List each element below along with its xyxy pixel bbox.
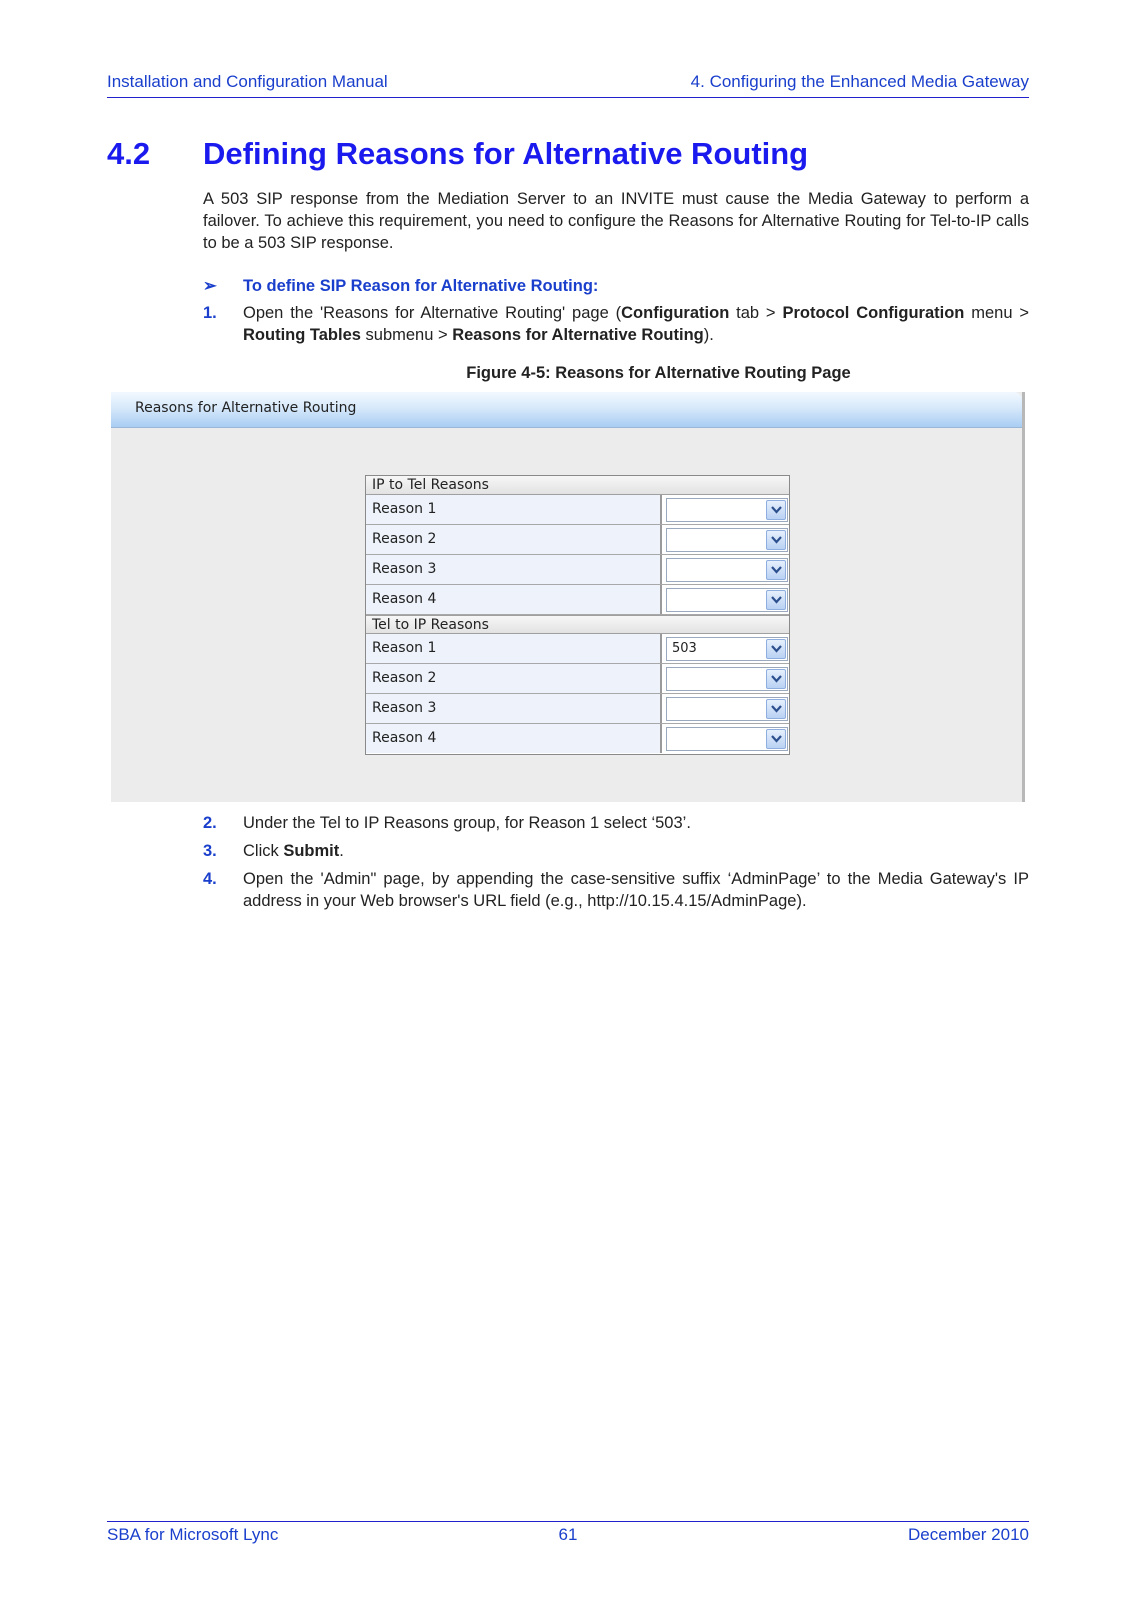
chevron-down-icon[interactable] xyxy=(766,560,786,580)
step-4 xyxy=(203,868,1029,912)
row-label: Reason 4 xyxy=(366,585,662,614)
header-doc-title: Installation and Configuration Manual xyxy=(107,72,388,91)
step-3 xyxy=(203,840,1029,862)
row-label: Reason 1 xyxy=(366,495,662,524)
step-text-part: Click xyxy=(243,842,284,860)
procedure-heading xyxy=(203,276,598,296)
reason-select[interactable] xyxy=(666,667,788,691)
reason-select[interactable] xyxy=(666,498,788,522)
step-bold-part: Reasons for Alternative Routing xyxy=(452,326,704,344)
step-2 xyxy=(203,812,1029,834)
step-text-part: tab > xyxy=(729,304,783,322)
step-text: Open the 'Admin" page, by appending the case-sensitive suffix ‘AdminPage’ to the Media Gateway's IP address in your Web browser's URL field (e.g., http://10.15.4.15/AdminPage). xyxy=(243,870,1029,910)
row-label: Reason 4 xyxy=(366,724,662,753)
reason-select[interactable] xyxy=(666,528,788,552)
intro-paragraph: A 503 SIP response from the Mediation Server to an INVITE must cause the Media Gateway to perform a failover. To achieve this requirement, you need to configure the Reasons for Alternative Routing for Tel-to-IP calls to be a 503 SIP response. xyxy=(203,190,1029,252)
chevron-down-icon[interactable] xyxy=(766,699,786,719)
window-title: Reasons for Alternative Routing xyxy=(135,400,357,416)
table-row xyxy=(366,724,789,754)
step-number: 3. xyxy=(203,842,217,860)
figure-caption xyxy=(0,364,1131,383)
chevron-down-icon[interactable] xyxy=(766,669,786,689)
footer-date: December 2010 xyxy=(908,1525,1029,1544)
table-row xyxy=(366,495,789,525)
arrow-bullet-icon: ➢ xyxy=(203,277,217,295)
step-bold-part: Configuration xyxy=(621,304,730,322)
reasons-table xyxy=(365,475,790,755)
step-1 xyxy=(203,302,1029,346)
table-row xyxy=(366,664,789,694)
row-label: Reason 1 xyxy=(366,634,662,663)
chevron-down-icon[interactable] xyxy=(766,639,786,659)
row-label: Reason 3 xyxy=(366,555,662,584)
step-text-part: Open the 'Reasons for Alternative Routing' page ( xyxy=(243,304,622,322)
step-text-part: submenu > xyxy=(360,326,453,344)
reason-select[interactable] xyxy=(666,697,788,721)
step-text: Under the Tel to IP Reasons group, for Reason 1 select ‘503’. xyxy=(243,814,691,832)
row-label: Reason 3 xyxy=(366,694,662,723)
table-row xyxy=(366,525,789,555)
reason-select[interactable] xyxy=(666,588,788,612)
table-row xyxy=(366,555,789,585)
reason-select[interactable] xyxy=(666,558,788,582)
section-title: Defining Reasons for Alternative Routing xyxy=(203,136,809,171)
figure-screenshot xyxy=(111,392,1025,802)
header-chapter-title: 4. Configuring the Enhanced Media Gateway xyxy=(690,72,1029,91)
row-label: Reason 2 xyxy=(366,525,662,554)
chevron-down-icon[interactable] xyxy=(766,530,786,550)
step-text xyxy=(243,840,1029,862)
row-label: Reason 2 xyxy=(366,664,662,693)
table-row xyxy=(366,694,789,724)
step-number: 2. xyxy=(203,814,217,832)
section-number: 4.2 xyxy=(107,136,151,171)
step-text-part: . xyxy=(339,842,344,860)
step-text-part: ). xyxy=(703,326,714,344)
step-number: 1. xyxy=(203,304,217,322)
footer-product: SBA for Microsoft Lync xyxy=(107,1525,279,1544)
step-bold-part: Submit xyxy=(283,842,340,860)
step-number: 4. xyxy=(203,870,217,888)
step-bold-part: Protocol Configuration xyxy=(782,304,965,322)
table-row xyxy=(366,634,789,664)
group-header-ip-to-tel: IP to Tel Reasons xyxy=(366,476,789,495)
chevron-down-icon[interactable] xyxy=(766,500,786,520)
window-title-bar xyxy=(111,392,1022,428)
select-value: 503 xyxy=(672,641,697,656)
step-bold-part: Routing Tables xyxy=(243,326,361,344)
step-text-part: menu > xyxy=(964,304,1030,322)
procedure-title: To define SIP Reason for Alternative Routing: xyxy=(243,277,599,295)
page-header xyxy=(107,72,1029,98)
reason-select[interactable] xyxy=(666,727,788,751)
chevron-down-icon[interactable] xyxy=(766,590,786,610)
page-footer xyxy=(107,1521,1029,1547)
group-header-tel-to-ip: Tel to IP Reasons xyxy=(366,615,789,634)
figure-caption-text: Figure 4-5: Reasons for Alternative Routing Page xyxy=(466,364,851,382)
footer-page-number: 61 xyxy=(558,1525,578,1544)
reason-select[interactable] xyxy=(666,637,788,661)
step-text xyxy=(243,302,1029,346)
chevron-down-icon[interactable] xyxy=(766,729,786,749)
table-row xyxy=(366,585,789,615)
